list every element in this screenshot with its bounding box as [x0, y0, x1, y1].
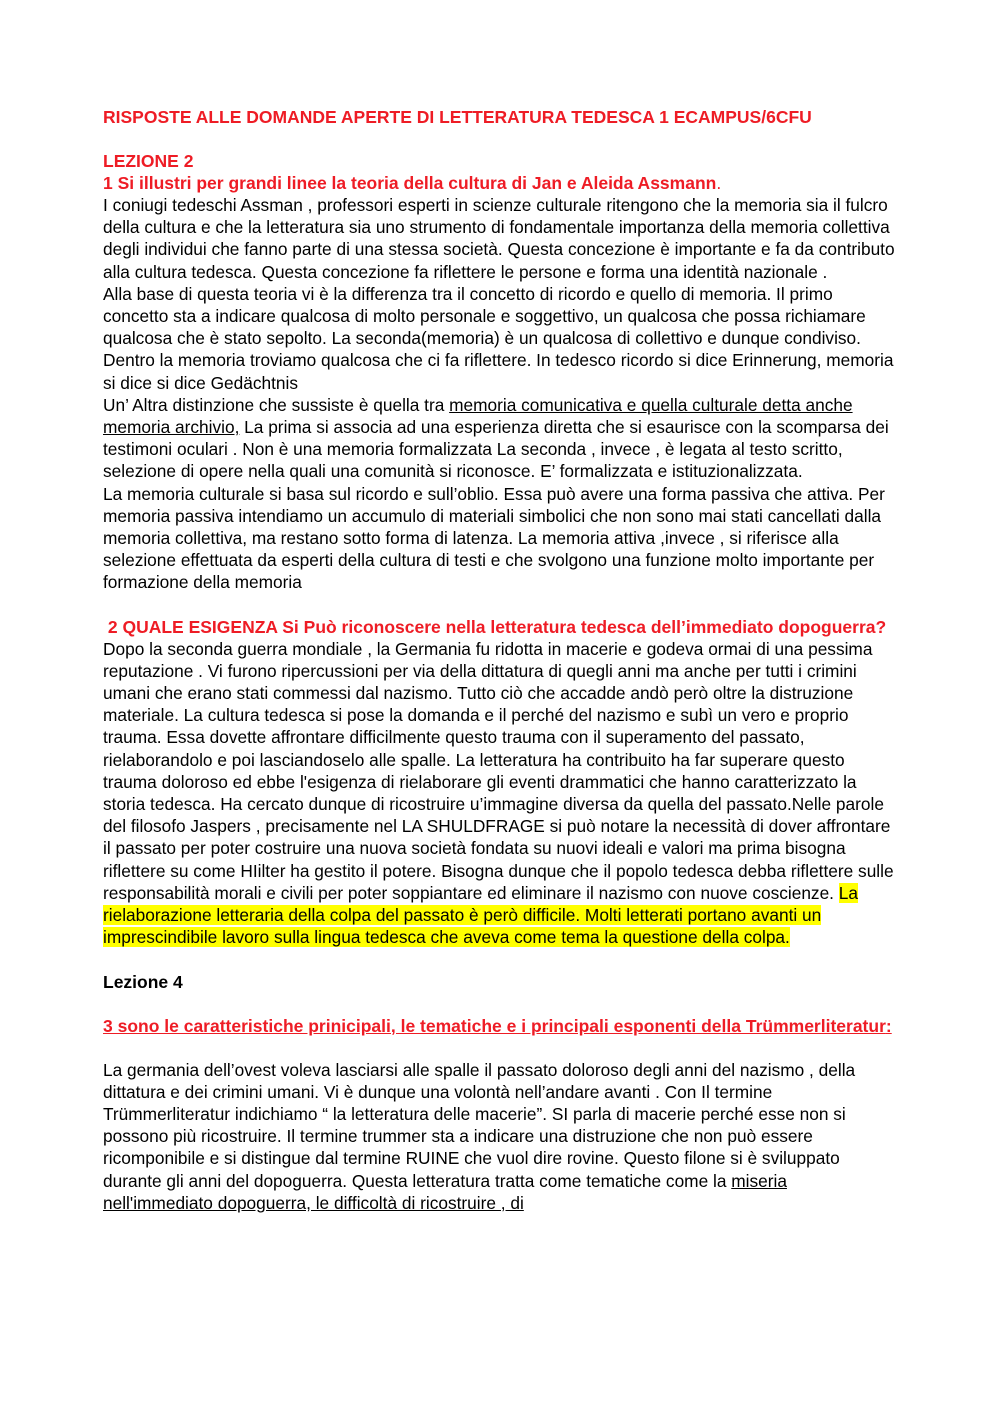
highlighted-text: La rielaborazione letteraria della colpa del passato è però difficile. Molti letterati portano avanti un imprescindibile lavoro sulla lingua tedesca che aveva come tema la questione della colpa. [103, 882, 859, 948]
question-2-title: 2 QUALE ESIGENZA Si Può riconoscere nella letteratura tedesca dell’immediato dopoguerra? [103, 616, 887, 637]
lesson-4-label: Lezione 4 [103, 971, 183, 992]
document-title: RISPOSTE ALLE DOMANDE APERTE DI LETTERATURA TEDESCA 1 ECAMPUS/6CFU [103, 107, 812, 127]
q2-paragraph-1: Dopo la seconda guerra mondiale , la Germania fu ridotta in macerie e godeva ormai di una pessima reputazione . Vi furono ripercussioni per via della dittatura di quegli anni ma anche per tutti i crimini umani che erano stati commessi dal nazismo. Tutto ciò che accadde andò però oltre la distruzione materiale. La cultura tedesca si pose la domanda e il perché del nazismo e subì un vero e proprio trauma. Essa dovette affrontare difficilmente questo trauma con il superamento del passato, rielaborandolo e poi lasciandoselo alle spalle. La letteratura ha contribuito ha far superare questo trauma doloroso ed ebbe l'esigenza di rielaborare gli eventi drammatici che hanno caratterizzato la storia tedesca. Ha cercato dunque di ricostruire u’immagine diversa da quella del passato.Nelle parole del filosofo Jaspers , precisamente nel LA SHULDFRAGE si può notare la necessità di dover affrontare il passato per poter costruire una nuova società fondata su nuovi ideali e valori ma prima bisogna riflettere su come HIilter ha gestito il potere. Bisogna dunque che il popolo tedesca debba riflettere sulle responsabilità morali e civili per poter soppiantare ed eliminare il nazismo con nuove coscienze. La rielaborazione letteraria della colpa del passato è però difficile. Molti letterati portano avanti un imprescindibile lavoro sulla lingua tedesca che aveva come tema la questione della colpa. [103, 638, 894, 948]
underlined-themes: miseria nell'immediato dopoguerra, le difficoltà di ricostruire , di [103, 1170, 787, 1213]
q1-paragraph-1: I coniugi tedeschi Assman , professori esperti in scienze culturale ritengono che la memoria sia il fulcro della cultura e che la letteratura sia uno strumento di fondamentale importanza della memoria collettiva degli individui che fanno parte di una stessa società. Questa concezione è importante e fa da contributo alla cultura tedesca. Questa concezione fa riflettere le persone e forma una identità nazionale . [103, 195, 895, 282]
q1-paragraph-2: Alla base di questa teoria vi è la differenza tra il concetto di ricordo e quello di memoria. Il primo concetto sta a indicare qualcosa di molto personale e soggettivo, un qualcosa che possa richiamare qualcosa che è stato sepolto. La seconda(memoria) è un qualcosa di collettivo e dunque condiviso. Dentro la memoria troviamo qualcosa che ci fa riflettere. In tedesco ricordo si dice Erinnerung, memoria si dice si dice Gedächtnis [103, 283, 894, 393]
q1-paragraph-4: La memoria culturale si basa sul ricordo e sull’oblio. Essa può avere una forma passiva che attiva. Per memoria passiva intendiamo un accumulo di materiali simbolici che non sono mai stati cancellati dalla memoria collettiva, ma restano sotto forma di latenza. La memoria attiva ,invece , si riferisce alla selezione effettuata da esperti della cultura di testi e che svolgono una funzione molto importante per formazione della memoria [103, 483, 885, 593]
question-3-title: 3 sono le caratteristiche prinicipali, le tematiche e i principali esponenti della Trümmerliteratur: [103, 1015, 892, 1036]
question-1-title: 1 Si illustri per grandi linee la teoria della cultura di Jan e Aleida Assmann. [103, 173, 722, 193]
lesson-2-label: LEZIONE 2 [103, 151, 194, 171]
q3-paragraph-1: La germania dell’ovest voleva lasciarsi alle spalle il passato doloroso degli anni del nazismo , della dittatura e dei crimini umani. Vi è dunque una volontà nell’andare avanti . Con Il termine Trümmerliteratur indichiamo “ la letteratura delle macerie”. SI parla di macerie perché esse non si possono più ricostruire. Il termine trummer sta a indicare una distruzione che non può essere ricomponibile e si distingue dal termine RUINE che vuol dire rovine. Questo filone si è sviluppato durante gli anni del dopoguerra. Questa letteratura tratta come tematiche come la miseria nell'immediato dopoguerra, le difficoltà di ricostruire , di [103, 1059, 856, 1213]
underlined-memory-terms: memoria comunicativa e quella culturale detta anche memoria archivio, [103, 394, 853, 438]
q1-paragraph-3: Un’ Altra distinzione che sussiste è quella tra memoria comunicativa e quella culturale detta anche memoria archivio, La prima si associa ad una esperienza diretta che si esaurisce con la scomparsa dei testimoni oculari . Non è una memoria formalizzata La seconda , invece , è legata al testo scritto, selezione di opere nella quali una comunità si riconosce. E’ formalizzata e istituzionalizzata. [103, 394, 889, 482]
